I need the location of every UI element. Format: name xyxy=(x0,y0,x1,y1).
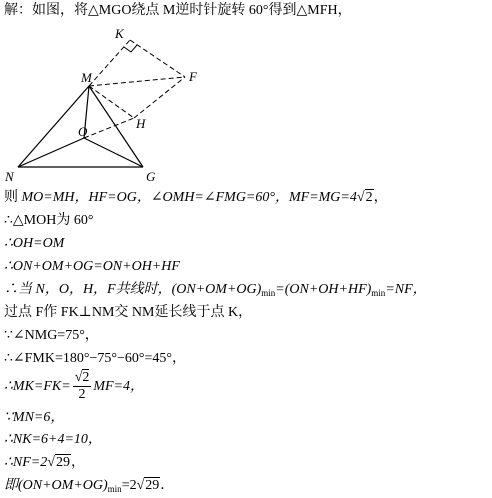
line-1-prefix: 则 xyxy=(4,190,22,205)
label-O: O xyxy=(78,124,88,139)
line-5-sub2: min xyxy=(371,288,386,298)
dashed-HF xyxy=(134,77,185,118)
line-9 xyxy=(4,370,144,404)
line-10: ∵MN=6， xyxy=(4,410,65,425)
line-3: ∴OH=OM xyxy=(4,236,65,251)
label-M: M xyxy=(81,70,92,85)
sqrt-29-a: √29 xyxy=(47,455,70,470)
right-angle-mark xyxy=(124,45,137,52)
line-7: ∵∠NMG=75°， xyxy=(4,328,99,343)
line-13-sub: min xyxy=(107,484,122,494)
line-12-a: ∴NF=2 xyxy=(4,455,48,470)
line-9-b: MF=4， xyxy=(93,379,145,394)
label-F: F xyxy=(189,69,197,84)
line-12 xyxy=(4,454,85,472)
dashed-OH xyxy=(84,118,134,138)
dashed-MH xyxy=(89,86,134,118)
line-5-b: =(ON+OH+HF) xyxy=(275,282,372,297)
dashed-MF xyxy=(89,77,185,86)
sqrt-2: √2 xyxy=(356,190,373,205)
label-K: K xyxy=(115,26,124,41)
line-4: ∴ON+OM+OG=ON+OH+HF xyxy=(4,259,180,274)
line-13-c: ． xyxy=(160,478,175,493)
segment-OG xyxy=(84,138,143,167)
line-13 xyxy=(4,477,174,498)
line-9-a: ∴MK=FK= xyxy=(4,379,71,394)
line-11: ∴NK=6+4=10， xyxy=(4,432,102,447)
fraction-denominator: 2 xyxy=(78,387,86,403)
line-5 xyxy=(4,281,427,302)
line-5-c: =NF， xyxy=(385,282,427,297)
fraction-numerator: 2 xyxy=(82,370,90,386)
line-13-a: 即(ON+OM+OG) xyxy=(4,478,108,493)
line-5-sub: min xyxy=(261,288,276,298)
line-13-b: =2 xyxy=(121,478,137,493)
line-1-suffix: ， xyxy=(373,190,388,205)
line-2: ∴△MOH为 60° xyxy=(4,213,94,228)
line-8: ∴∠FMK=180°−75°−60°=45°， xyxy=(4,351,186,366)
sqrt-29-radicand-b: 29 xyxy=(145,478,160,493)
sqrt-2-radicand: 2 xyxy=(365,190,373,205)
line-6: 过点 F作 FK⊥NM交 NM延长线于点 K， xyxy=(4,305,253,320)
label-H: H xyxy=(136,116,146,131)
intro-line: 解：如图，将△MGO绕点 M逆时针旋转 60°得到△MFH， xyxy=(4,3,352,18)
label-N: N xyxy=(5,169,14,184)
sqrt-29-radicand-a: 29 xyxy=(55,455,70,470)
dashed-MK xyxy=(89,40,130,86)
geometry-figure xyxy=(0,22,260,187)
line-1-body: MO=MH，HF=OG，∠OMH=∠FMG=60°，MF=MG=4 xyxy=(21,190,357,205)
label-G: G xyxy=(146,169,156,184)
segment-MG xyxy=(89,86,143,167)
line-5-a: ∴当 N，O，H，F共线时，(ON+OM+OG) xyxy=(4,282,262,297)
sqrt-29-b: √29 xyxy=(136,478,160,493)
segment-NO xyxy=(18,138,84,167)
fraction-sqrt2-over-2: $\frac{√2}{2}$ xyxy=(74,370,90,403)
line-12-b: ， xyxy=(70,455,85,470)
dashed-KF xyxy=(130,40,185,77)
line-1 xyxy=(4,189,388,207)
